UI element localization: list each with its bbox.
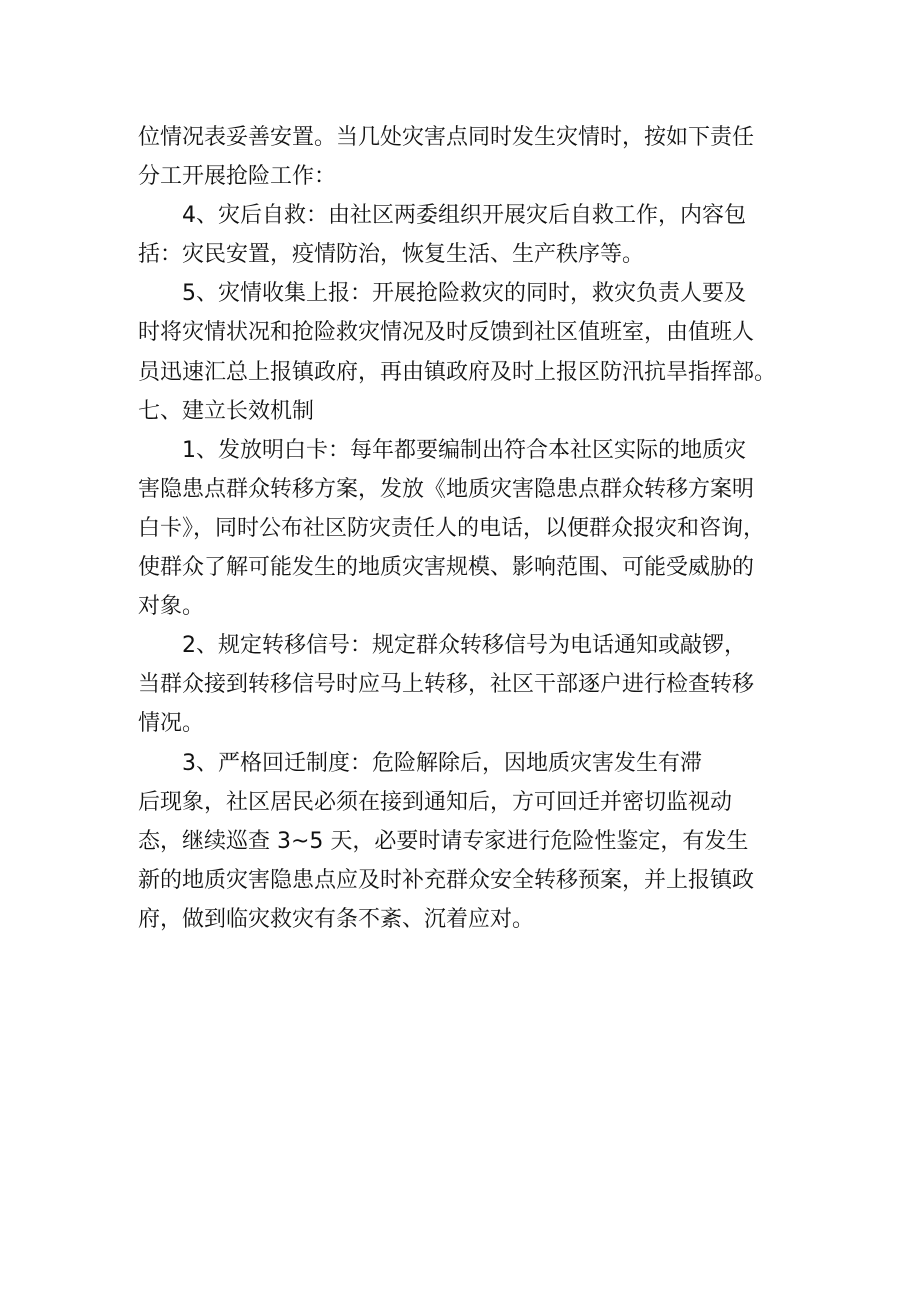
text-line: 时将灾情状况和抢险救灾情况及时反馈到社区值班室，由值班人: [138, 320, 755, 346]
paragraph-item-4: 4、灾后自救：由社区两委组织开展灾后自救工作，内容包: [182, 203, 746, 229]
text-line: 位情况表妥善安置。当几处灾害点同时发生灾情时，按如下责任: [138, 125, 755, 150]
text-line: 使群众了解可能发生的地质灾害规模、影响范围、可能受威胁的: [138, 555, 755, 581]
paragraph-item-5: 5、灾情收集上报：开展抢险救灾的同时，救灾负责人要及: [182, 281, 746, 307]
text-line: 分工开展抢险工作：: [138, 164, 337, 190]
text-line: 白卡》，同时公布社区防灾责任人的电话，以便群众报灾和咨询，: [138, 515, 766, 541]
text-line: 对象。: [138, 594, 205, 620]
text-line: 当群众接到转移信号时应马上转移，社区干部逐户进行检查转移: [138, 672, 755, 698]
text-line: 括：灾民安置，疫情防治，恢复生活、生产秩序等。: [138, 242, 645, 268]
section-heading: 七、建立长效机制: [138, 398, 315, 424]
text-line: 态，继续巡查 3~5 天，必要时请专家进行危险性鉴定，有发生: [138, 828, 749, 854]
text-line: 新的地质灾害隐患点应及时补充群众安全转移预案，并上报镇政: [138, 867, 755, 893]
paragraph-item-1: 1、发放明白卡：每年都要编制出符合本社区实际的地质灾: [182, 437, 746, 463]
text-line: 害隐患点群众转移方案，发放《地质灾害隐患点群众转移方案明: [138, 476, 755, 502]
text-line: 员迅速汇总上报镇政府，再由镇政府及时上报区防汛抗旱指挥部。: [138, 359, 777, 385]
text-line: 情况。: [138, 711, 205, 737]
document-body: [138, 118, 798, 939]
paragraph-item-3: 3、严格回迁制度：危险解除后，因地质灾害发生有滞: [182, 750, 702, 776]
paragraph-item-2: 2、规定转移信号：规定群众转移信号为电话通知或敲锣，: [182, 633, 746, 659]
text-line: 后现象，社区居民必须在接到通知后，方可回迁并密切监视动: [138, 789, 733, 815]
text-line: 府，做到临灾救灾有条不紊、沉着应对。: [138, 906, 535, 932]
